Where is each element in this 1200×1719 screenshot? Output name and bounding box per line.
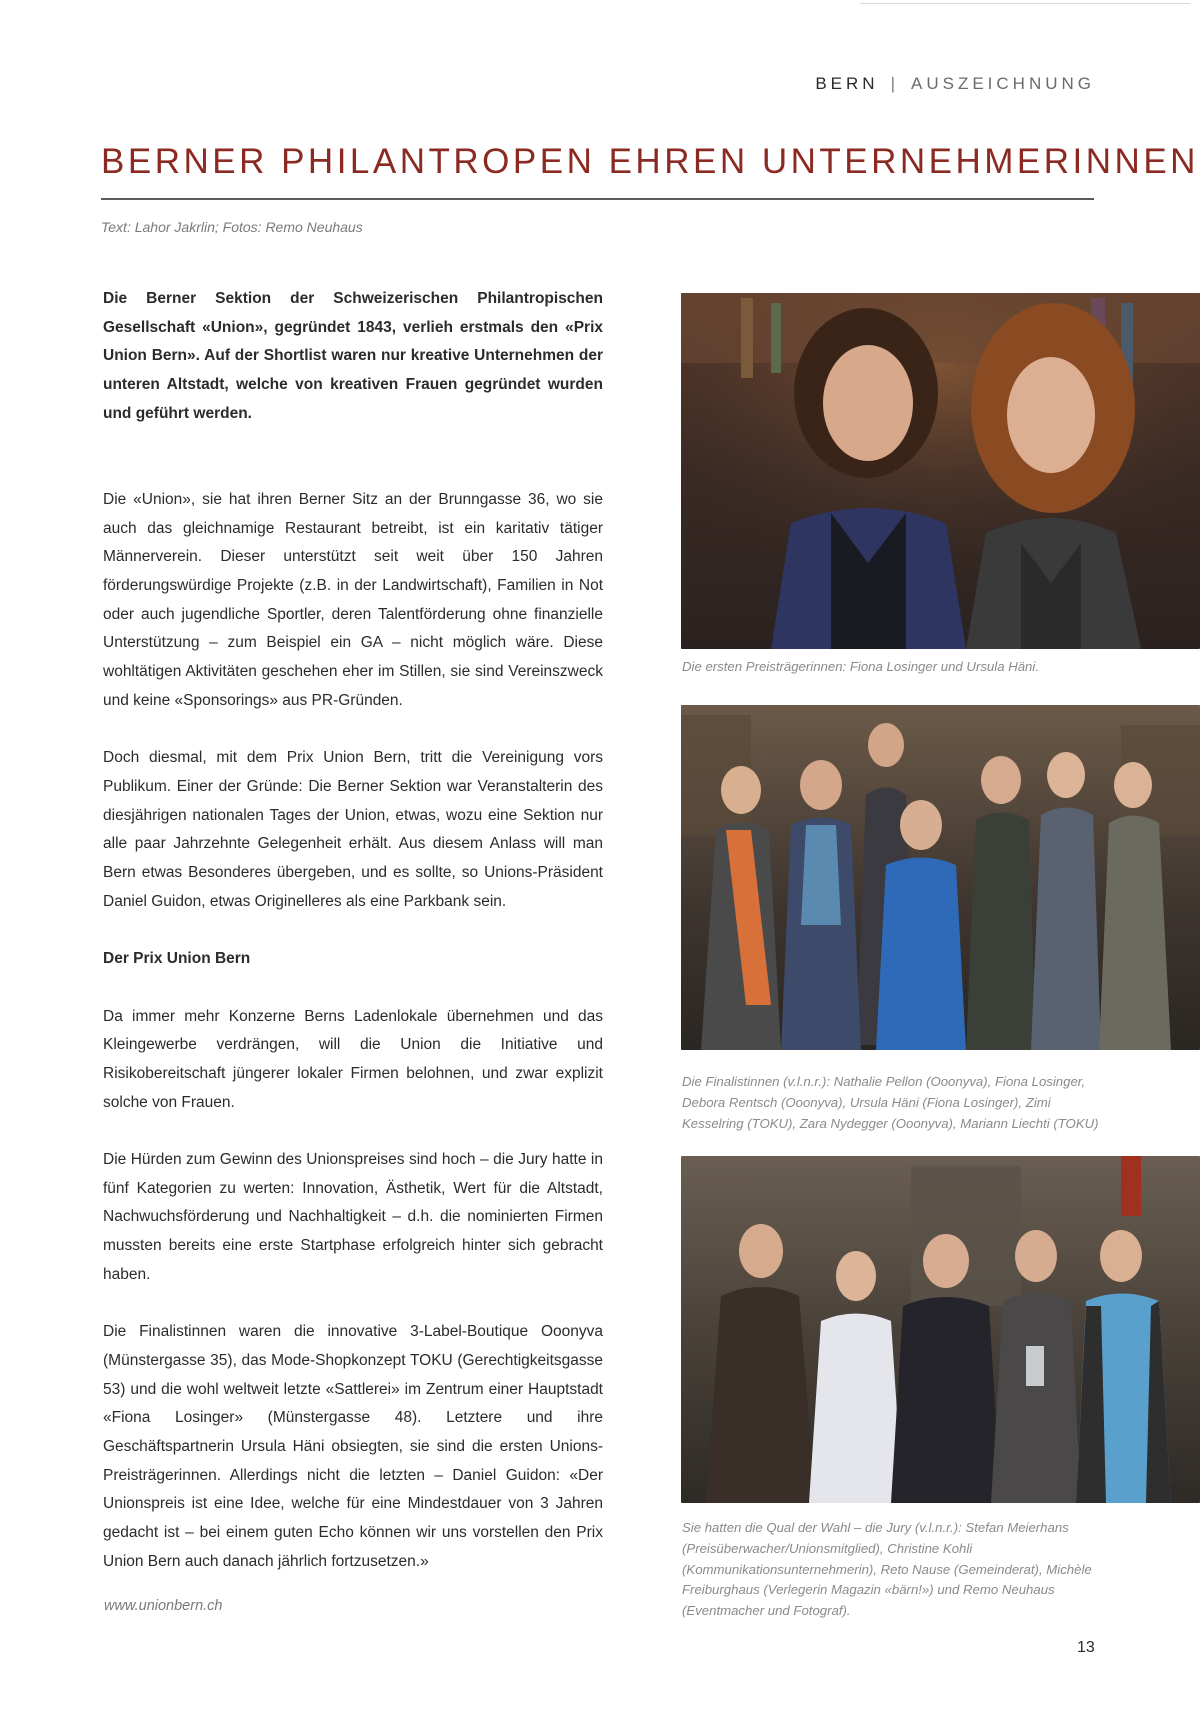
- body-paragraph-1: Die «Union», sie hat ihren Berner Sitz an der Brunngasse 36, wo sie auch das gleichnamige Restaurant betreibt, ist ein karitativ tätiger Männerverein. Dieser unterstützt seit weit über 150 Jahren förderungswürdige Projekte (z.B. in der Landwirtschaft), Familien in Not oder auch jugendliche Sportler, deren Talentförderung ohne finanzielle Unterstützung – zum Beispiel ein GA – nicht möglich wäre. Diese wohltätigen Aktivitäten geschehen eher im Stillen, sie sind Vereinszweck und keine «Sponsorings» aus PR-Gründen.: [103, 490, 603, 709]
- section-separator: |: [890, 74, 899, 93]
- body-paragraph-5: Die Finalistinnen waren die innovative 3-Label-Boutique Ooonyva (Münstergasse 35), das Mode-Shopkonzept TOKU (Gerechtigkeitsgasse 53) und die wohl weltweit letzte «Sattlerei» im Zentrum einer Hauptstadt «Fiona Losinger» (Münstergasse 48). Letztere und ihre Geschäftspartnerin Ursula Häni obsiegten, sie sind die ersten Unions-Preisträgerinnen. Allerdings nicht die letzten – Daniel Guidon: «Der Unionspreis ist eine Idee, welche für eine Mindestdauer von 3 Jahren gedacht ist – bei einem guten Echo können wir uns vorstellen den Prix Union Bern auch danach jährlich fortzusetzen.»: [103, 1323, 603, 1570]
- photo-caption-1: Die ersten Preisträgerinnen: Fiona Losinger und Ursula Häni.: [682, 659, 1039, 674]
- article-credits: Text: Lahor Jakrlin; Fotos: Remo Neuhaus: [101, 219, 363, 235]
- top-edge-rule: [860, 3, 1190, 4]
- section-header: [815, 74, 1095, 94]
- title-underline: [101, 198, 1094, 200]
- photo-caption-3: Sie hatten die Qual der Wahl – die Jury (v.l.n.r.): Stefan Meierhans (Preisüberwacher/Unionsmitglied), Christine Kohli (Kommunikationsunternehmerin), Reto Nause (Gemeinderat), Michèle Freiburghaus (Verlegerin Magazin «bärn!») und Remo Neuhaus (Eventmacher und Fotograf).: [682, 1520, 1092, 1619]
- subheading: Der Prix Union Bern: [103, 950, 251, 968]
- article-body: [103, 285, 603, 1577]
- section-topic: AUSZEICHNUNG: [910, 74, 1095, 93]
- photo-award-winners: [681, 293, 1200, 649]
- page-number: 13: [1077, 1639, 1095, 1656]
- body-paragraph-2: Doch diesmal, mit dem Prix Union Bern, tritt die Vereinigung vors Publikum. Einer der Gründe: Die Berner Sektion war Veranstalterin des diesjährigen nationalen Tages der Union, etwas, wozu eine Sektion nur alle paar Jahrzehnte Gelegenheit erhält. Aus diesem Anlass will man Bern etwas Besonderes übergeben, und es sollte, so Unions-Präsident Daniel Guidon, etwas Originelleres als eine Parkbank sein.: [103, 749, 603, 910]
- lead-paragraph: Die Berner Sektion der Schweizerischen Philantropischen Gesellschaft «Union», gegründet 1843, verlieh erstmals den «Prix Union Bern». Auf der Shortlist waren nur kreative Unternehmen der unteren Altstadt, welche von kreativen Frauen gegründet wurden und geführt werden.: [103, 290, 603, 422]
- photo-caption-2: Die Finalistinnen (v.l.n.r.): Nathalie Pellon (Ooonyva), Fiona Losinger, Debora Rentsch (Ooonyva), Ursula Häni (Fiona Losinger), Zimi Kesselring (TOKU), Zara Nydegger (Ooonyva), Mariann Liechti (TOKU): [682, 1074, 1099, 1131]
- body-paragraph-4: Die Hürden zum Gewinn des Unionspreises sind hoch – die Jury hatte in fünf Kategorien zu werten: Innovation, Ästhetik, Wert für die Altstadt, Nachwuchsförderung und Nachhaltigkeit – d.h. die nominierten Firmen mussten bereits eine erste Startphase erfolgreich hinter sich gebracht haben.: [103, 1151, 603, 1283]
- section-name: BERN: [815, 74, 879, 93]
- photo-jury: [681, 1156, 1200, 1503]
- body-paragraph-3: Da immer mehr Konzerne Berns Ladenlokale übernehmen und das Kleingewerbe verdrängen, will die Union die Initiative und Risikobereitschaft jüngerer lokaler Firmen belohnen, und zwar explizit solche von Frauen.: [103, 1007, 603, 1111]
- article-title: BERNER PHILANTROPEN EHREN UNTERNEHMERINNEN: [101, 142, 1199, 181]
- photo-finalists: [681, 705, 1200, 1050]
- website-link[interactable]: www.unionbern.ch: [104, 1598, 223, 1614]
